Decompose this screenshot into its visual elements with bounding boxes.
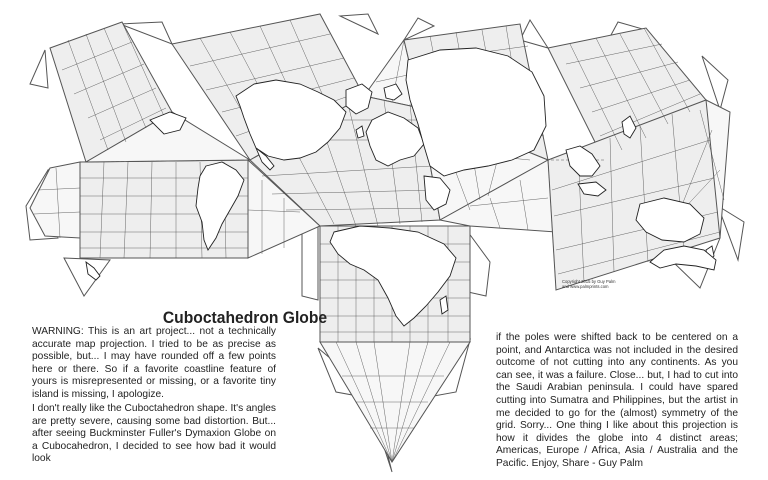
shape-paragraph: I don't really like the Cuboctahedron shape. It's angles are pretty severe, causing some bad distortion. But... after seeing Buckminster Fuller's Dymaxion Globe on a Cubocahedron, I decided to see how bad it would look — [32, 403, 277, 465]
page-title: Cuboctahedron Globe — [162, 308, 328, 327]
continuation-paragraph: if the poles were shifted back to be centered on a point, and Antarctica was not included in the desired outcome of not cutting into any continents. As you can see, it was a failure. Close... but, I had to cut into the Saudi Arabian peninsula. I could have spared cutting into Sumatra and Philippines, but the artist in me decided to go for the (almost) symmetry of the grid. Sorry... One thing I like about this projection is how it divides the globe into 4 distinct areas; Americas, Europe / Africa, Asia / Australia and the Pacific. Enjoy, Share - Guy Palm — [496, 332, 738, 469]
glue-tab — [302, 222, 318, 300]
copyright-notice — [562, 279, 642, 289]
warning-paragraph: WARNING: This is an art project... not a technically accurate map projection. I tried to be as precise as possible, but... I may have rounded off a few points here or there. So if a favorite coastline feature of yours is misrepresented or missing, or a favorite tiny island is missing, I apologize. — [32, 326, 276, 400]
glue-tab — [30, 50, 48, 88]
glue-tab — [468, 232, 490, 296]
glue-tab — [340, 14, 378, 34]
copyright-line: Copyright 2015 by Guy Palm — [562, 279, 616, 284]
copyright-website: and www.palmprints.com — [562, 284, 609, 289]
madagascar — [440, 296, 448, 314]
